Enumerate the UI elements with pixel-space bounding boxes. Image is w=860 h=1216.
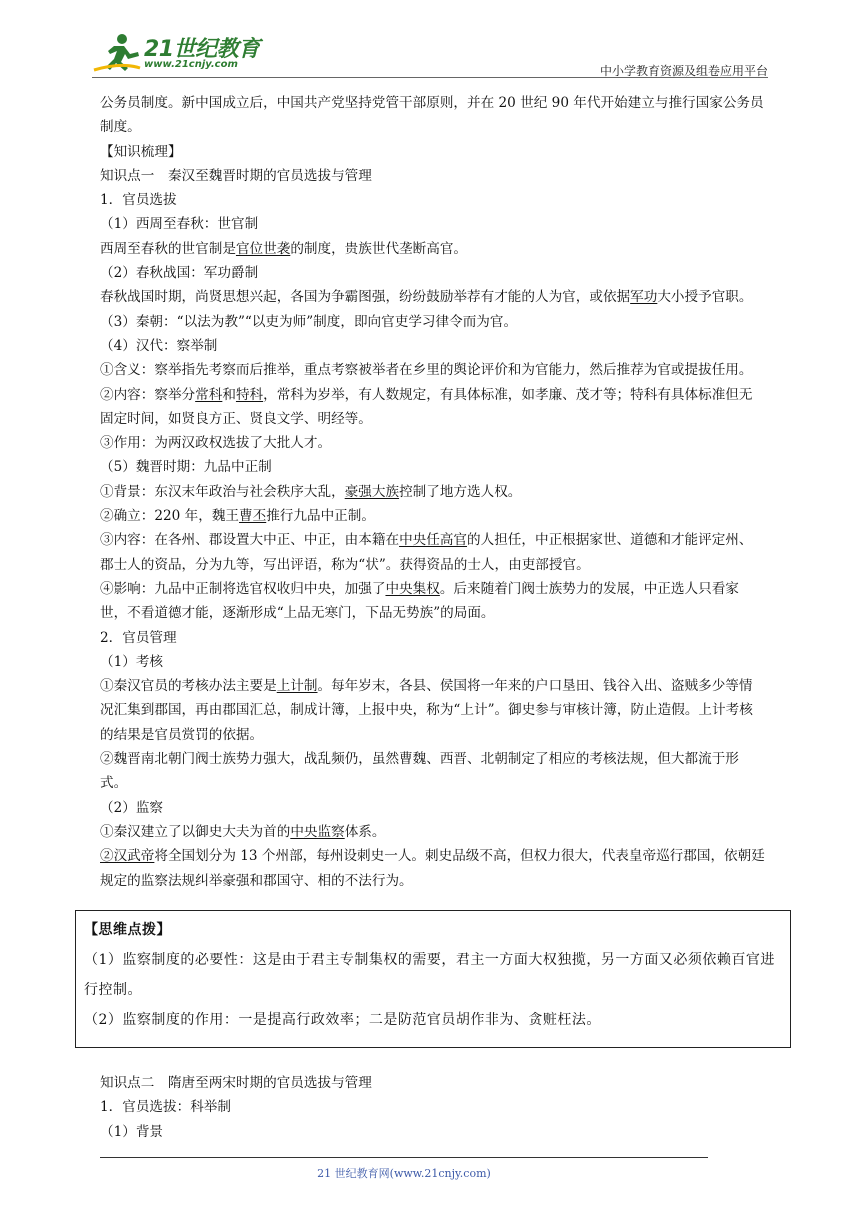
knowledge-point-title: 知识点一 秦汉至魏晋时期的官员选拔与管理: [100, 167, 372, 184]
box-line: （1）监察制度的必要性：这是由于君主专制集权的需要，君主一方面大权独揽，另一方面又必须依赖百官进行控制。: [84, 952, 775, 998]
subheading: （2）监察: [100, 799, 164, 816]
paragraph: 西周至春秋的世官制是官位世袭的制度，贵族世代垄断高官。: [100, 240, 468, 257]
paragraph: ①含义：察举指先考察而后推举，重点考察被举者在乡里的舆论评价和为官能力，然后推荐为官或提拔任用。: [100, 362, 753, 379]
logo-url: www.21cnjy.com: [144, 59, 238, 70]
key-term: 上计制: [276, 678, 318, 695]
thinking-tip-box: [75, 910, 791, 1048]
paragraph: 春秋战国时期，尚贤思想兴起，各国为争霸图强，纷纷鼓励举荐有才能的人为官，或依据军功大小授予官职。: [100, 289, 753, 306]
platform-name: 中小学教育资源及组卷应用平台: [599, 64, 768, 78]
box-title: 【思维点拨】: [84, 922, 171, 938]
key-term: 军功: [630, 289, 658, 306]
key-term: 中央任高官: [399, 532, 468, 549]
box-line: （2）监察制度的作用：一是提高行政效率；二是防范官员胡作非为、贪赃枉法。: [84, 1012, 601, 1028]
paragraph: ①背景：东汉末年政治与社会秩序大乱，豪强大族控制了地方选人权。: [100, 483, 522, 500]
subheading: （2）春秋战国：军功爵制: [100, 265, 259, 282]
subheading: （5）魏晋时期：九品中正制: [100, 459, 272, 476]
key-term: 官位世袭: [235, 240, 291, 257]
page-footer: 21 世纪教育网(www.21cnjy.com): [317, 1167, 491, 1180]
subheading: 1．官员选拔: [100, 192, 177, 209]
key-term: 常科: [195, 386, 223, 403]
key-term: ②汉武帝: [100, 848, 155, 865]
key-term: 豪强大族: [344, 483, 400, 500]
paragraph: ②内容：察举分常科和特科，常科为岁举，有人数规定，有具体标准，如孝廉、茂才等；特科有具体标准但无固定时间，如贤良方正、贤良文学、明经等。: [100, 386, 753, 427]
key-term: 中央集权: [385, 580, 440, 597]
paragraph: 公务员制度。新中国成立后，中国共产党坚持党管干部原则，并在 20 世纪 90 年代开始建立与推行国家公务员制度。: [100, 95, 764, 136]
knowledge-point-title: 知识点二 隋唐至两宋时期的官员选拔与管理: [100, 1075, 372, 1091]
logo-text: 21世纪教育: [144, 37, 260, 62]
paragraph: ②汉武帝将全国划分为 13 个州部，每州设刺史一人。刺史品级不高，但权力很大，代表皇帝巡行郡国，依朝廷规定的监察法规纠举豪强和郡国守、相的不法行为。: [100, 848, 765, 889]
page-header: [92, 30, 768, 80]
paragraph: ④影响：九品中正制将选官权收归中央，加强了中央集权。后来随着门阀士族势力的发展，中正选人只看家世，不看道德才能，逐渐形成“上品无寒门，下品无势族”的局面。: [100, 580, 739, 622]
subheading: （1）考核: [100, 653, 164, 670]
main-content: [100, 91, 766, 893]
footer-divider: [100, 1157, 708, 1158]
subheading: （1）背景: [100, 1123, 164, 1140]
subheading: 2．官员管理: [100, 629, 177, 646]
paragraph: ②确立：220 年，魏王曹丕推行九品中正制。: [100, 508, 375, 525]
paragraph: ①秦汉建立了以御史大夫为首的中央监察体系。: [100, 823, 386, 840]
key-term: 曹丕: [239, 508, 267, 525]
paragraph: （3）秦朝：“以法为教”“以吏为师”制度，即向官吏学习律令而为官。: [100, 313, 518, 330]
paragraph: ①秦汉官员的考核办法主要是上计制。每年岁末，各县、侯国将一年来的户口垦田、钱谷入出、盗贼多少等情况汇集到郡国，再由郡国汇总，制成计簿，上报中央，称为“上计”。御史参与审核计簿，防止造假。上计考核的结果是官员赏罚的依据。: [100, 678, 753, 743]
paragraph: ③内容：在各州、郡设置大中正、中正，由本籍在中央任高官的人担任，中正根据家世、道德和才能评定州、郡士人的资品，分为九等，写出评语，称为“状”。获得资品的士人，由吏部授官。: [100, 532, 753, 573]
section-heading: 【知识梳理】: [100, 143, 182, 160]
key-term: 中央监察: [290, 823, 345, 840]
subheading: （4）汉代：察举制: [100, 337, 218, 354]
subheading: （1）西周至春秋：世官制: [100, 216, 259, 233]
header-divider: [92, 77, 768, 78]
key-term: 特科: [235, 386, 264, 403]
paragraph: ③作用：为两汉政权选拔了大批人才。: [100, 435, 332, 452]
main-content-continued: [100, 1071, 766, 1144]
subheading: 1．官员选拔：科举制: [100, 1099, 231, 1116]
paragraph: ②魏晋南北朝门阀士族势力强大，战乱频仍，虽然曹魏、西晋、北朝制定了相应的考核法规，但大都流于形式。: [100, 751, 739, 792]
